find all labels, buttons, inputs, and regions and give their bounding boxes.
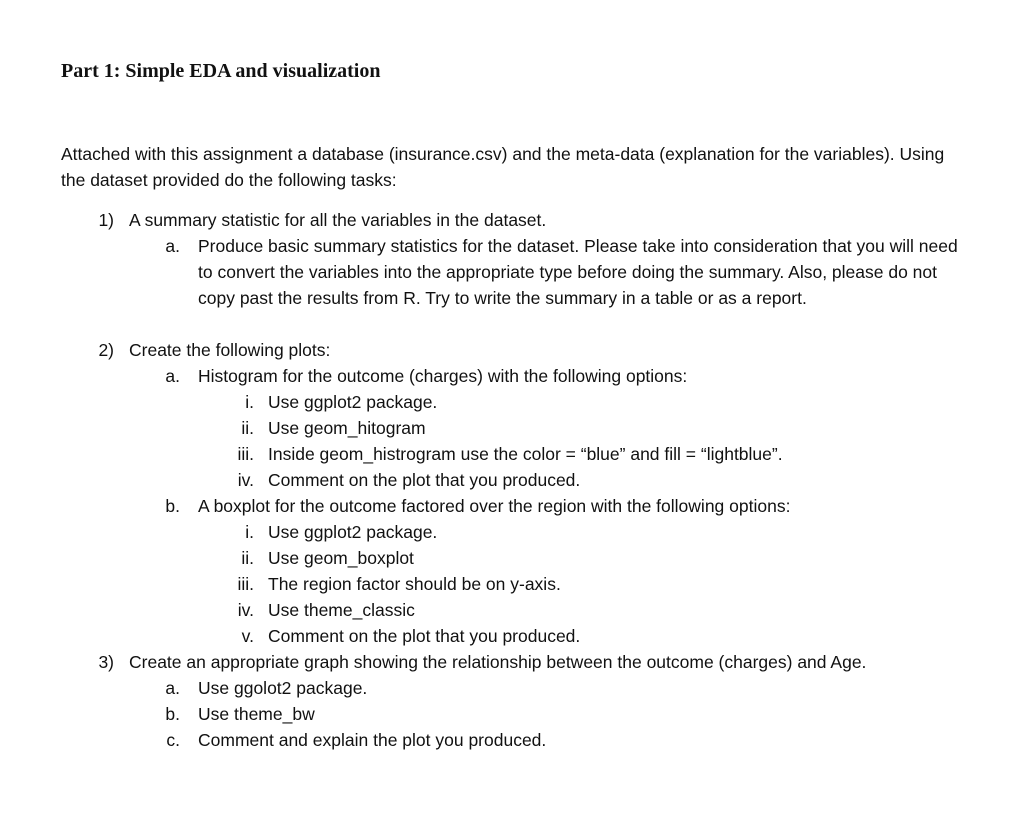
task-1-text: A summary statistic for all the variables in the dataset. <box>129 210 547 230</box>
task-2b-iii-marker: iii. <box>237 574 254 594</box>
intro-paragraph: Attached with this assignment a database (insurance.csv) and the meta-data (explanation for the variables). Using the dataset provided do the following tasks: <box>61 144 945 190</box>
task-2a-i-marker: i. <box>245 392 254 412</box>
task-3b-marker: b. <box>165 704 180 724</box>
task-3c-marker: c. <box>166 730 180 750</box>
task-2b-i-marker: i. <box>245 522 254 542</box>
task-2-marker: 2) <box>98 340 114 360</box>
task-2a-iv-text: Comment on the plot that you produced. <box>268 470 581 490</box>
task-2b-ii-marker: ii. <box>241 548 254 568</box>
task-1a-text: Produce basic summary statistics for the dataset. Please take into consideration that you will need to convert the variables into the appropriate type before doing the summary. Also, please do not copy past the results from R. Try to write the summary in a table or as a report. <box>198 236 958 308</box>
task-2b-iv-text: Use theme_classic <box>268 600 415 620</box>
task-2b-text: A boxplot for the outcome factored over the region with the following options: <box>198 496 791 516</box>
task-2a-ii-marker: ii. <box>241 418 254 438</box>
task-2b-marker: b. <box>165 496 180 516</box>
task-2b-i-text: Use ggplot2 package. <box>268 522 438 542</box>
task-1a-marker: a. <box>165 236 180 256</box>
task-2a-i-text: Use ggplot2 package. <box>268 392 438 412</box>
task-3-text: Create an appropriate graph showing the relationship between the outcome (charges) and Age. <box>129 652 867 672</box>
task-3-marker: 3) <box>98 652 114 672</box>
task-2b-iv-marker: iv. <box>237 600 254 620</box>
task-2a-iii-marker: iii. <box>237 444 254 464</box>
task-2a-iii-text: Inside geom_histrogram use the color = “blue” and fill = “lightblue”. <box>268 444 783 464</box>
task-2b-v-text: Comment on the plot that you produced. <box>268 626 581 646</box>
task-3a-text: Use ggolot2 package. <box>198 678 368 698</box>
task-2a-marker: a. <box>165 366 180 386</box>
task-3c-text: Comment and explain the plot you produced. <box>198 730 547 750</box>
task-2b-ii-text: Use geom_boxplot <box>268 548 414 568</box>
task-3a-marker: a. <box>165 678 180 698</box>
task-2-text: Create the following plots: <box>129 340 331 360</box>
task-3b-text: Use theme_bw <box>198 704 315 724</box>
page-heading: Part 1: Simple EDA and visualization <box>61 60 381 82</box>
task-2b-iii-text: The region factor should be on y-axis. <box>268 574 561 594</box>
task-2a-ii-text: Use geom_hitogram <box>268 418 426 438</box>
task-2b-v-marker: v. <box>241 626 254 646</box>
task-2a-iv-marker: iv. <box>237 470 254 490</box>
task-2a-text: Histogram for the outcome (charges) with the following options: <box>198 366 688 386</box>
task-1-marker: 1) <box>98 210 114 230</box>
